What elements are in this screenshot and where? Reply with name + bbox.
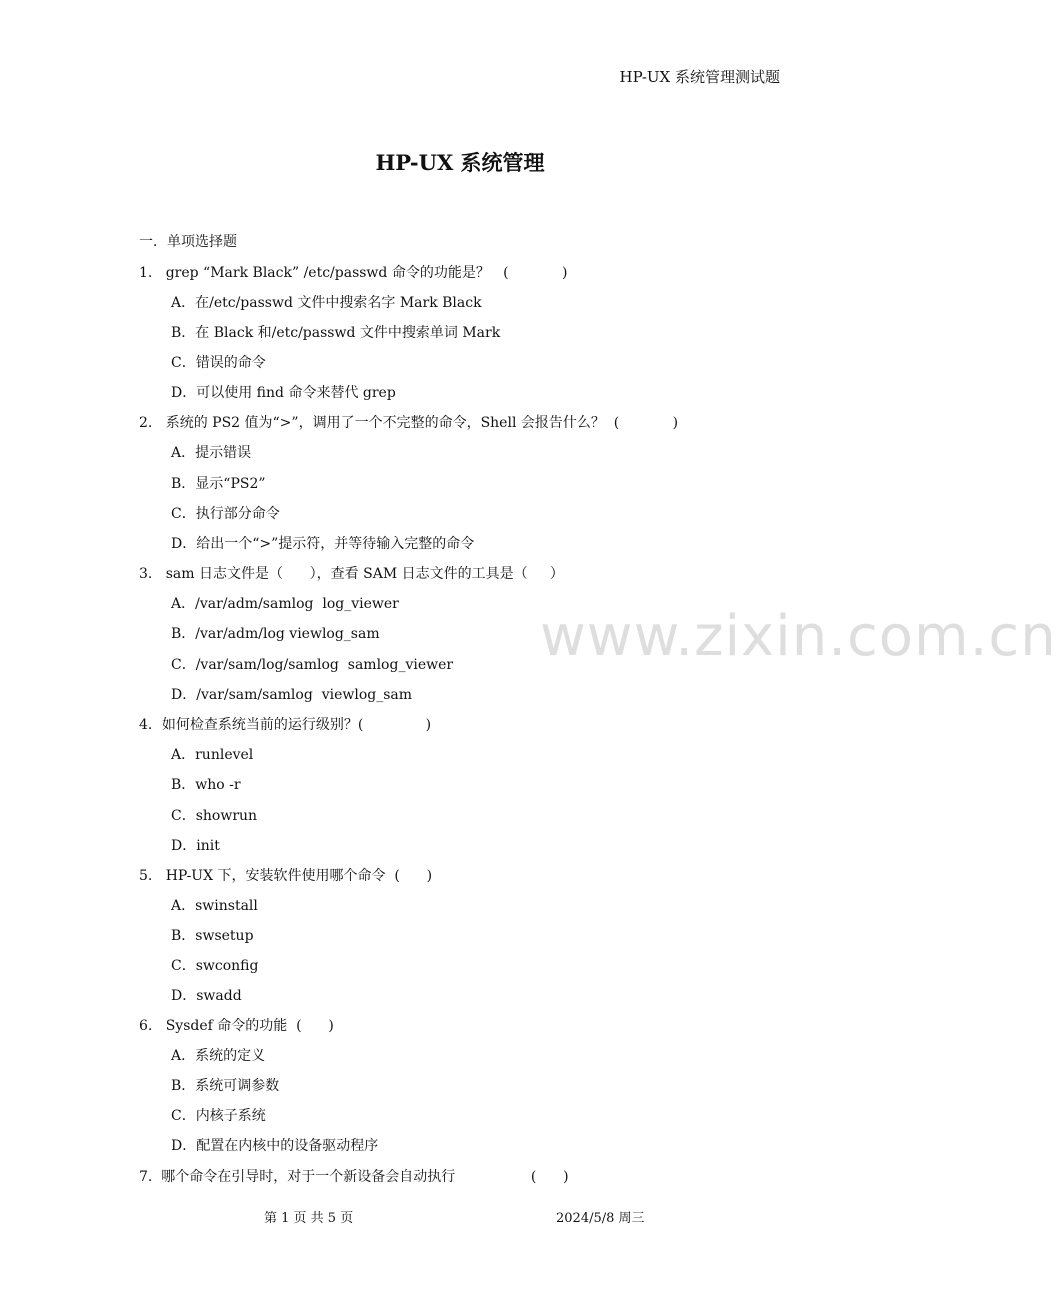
option-2a: A．提示错误: [171, 445, 252, 461]
option-3a: A．/var/adm/samlog log_viewer: [171, 596, 399, 612]
option-6a: A．系统的定义: [171, 1048, 266, 1064]
option-3b: B．/var/adm/log viewlog_sam: [171, 626, 380, 642]
document-title: HP-UX 系统管理: [375, 150, 545, 175]
option-4c: C．showrun: [171, 808, 258, 824]
option-6c: C．内核子系统: [171, 1108, 266, 1124]
option-4b: B．who -r: [171, 777, 241, 793]
option-1a: A．在/etc/passwd 文件中搜索名字 Mark Black: [171, 295, 482, 311]
option-6b: B．系统可调参数: [171, 1078, 280, 1094]
option-4d: D．init: [171, 838, 220, 854]
watermark: www.zixin.com.cn: [540, 604, 1057, 669]
question-4: 4．如何检查系统当前的运行级别？( ): [139, 717, 432, 733]
option-5a: A．swinstall: [171, 898, 258, 914]
question-6: 6. Sysdef 命令的功能 ( ): [139, 1018, 334, 1034]
option-6d: D．配置在内核中的设备驱动程序: [171, 1138, 379, 1154]
option-5c: C．swconfig: [171, 958, 259, 974]
option-2c: C．执行部分命令: [171, 506, 280, 522]
footer-date: 2024/5/8 周三: [556, 1211, 645, 1226]
option-1b: B．在 Black 和/etc/passwd 文件中搜索单词 Mark: [171, 325, 501, 341]
option-1c: C．错误的命令: [171, 355, 266, 371]
option-2b: B．显示“PS2”: [171, 476, 266, 492]
option-1d: D．可以使用 find 命令来替代 grep: [171, 385, 396, 401]
option-2d: D．给出一个“>”提示符，并等待输入完整的命令: [171, 536, 475, 552]
option-4a: A．runlevel: [171, 747, 254, 763]
question-1: 1. grep “Mark Black” /etc/passwd 命令的功能是？ ( ): [139, 265, 568, 281]
question-2: 2. 系统的 PS2 值为“>”，调用了一个不完整的命令，Shell 会报告什么？ ( ): [139, 415, 679, 431]
option-3c: C．/var/sam/log/samlog samlog_viewer: [171, 657, 454, 673]
option-5d: D．swadd: [171, 988, 242, 1004]
page-header: HP-UX 系统管理测试题: [619, 68, 780, 86]
option-5b: B．swsetup: [171, 928, 254, 944]
section-heading: 一．单项选择题: [139, 234, 237, 250]
option-3d: D．/var/sam/samlog viewlog_sam: [171, 687, 413, 703]
question-5: 5. HP-UX 下，安装软件使用哪个命令 ( ): [139, 868, 433, 884]
page-number: 第 1 页 共 5 页: [264, 1211, 354, 1226]
question-7: 7. 哪个命令在引导时，对于一个新设备会自动执行 ( ): [139, 1169, 569, 1185]
question-3: 3. sam 日志文件是（ ），查看 SAM 日志文件的工具是（ ）: [139, 566, 564, 582]
